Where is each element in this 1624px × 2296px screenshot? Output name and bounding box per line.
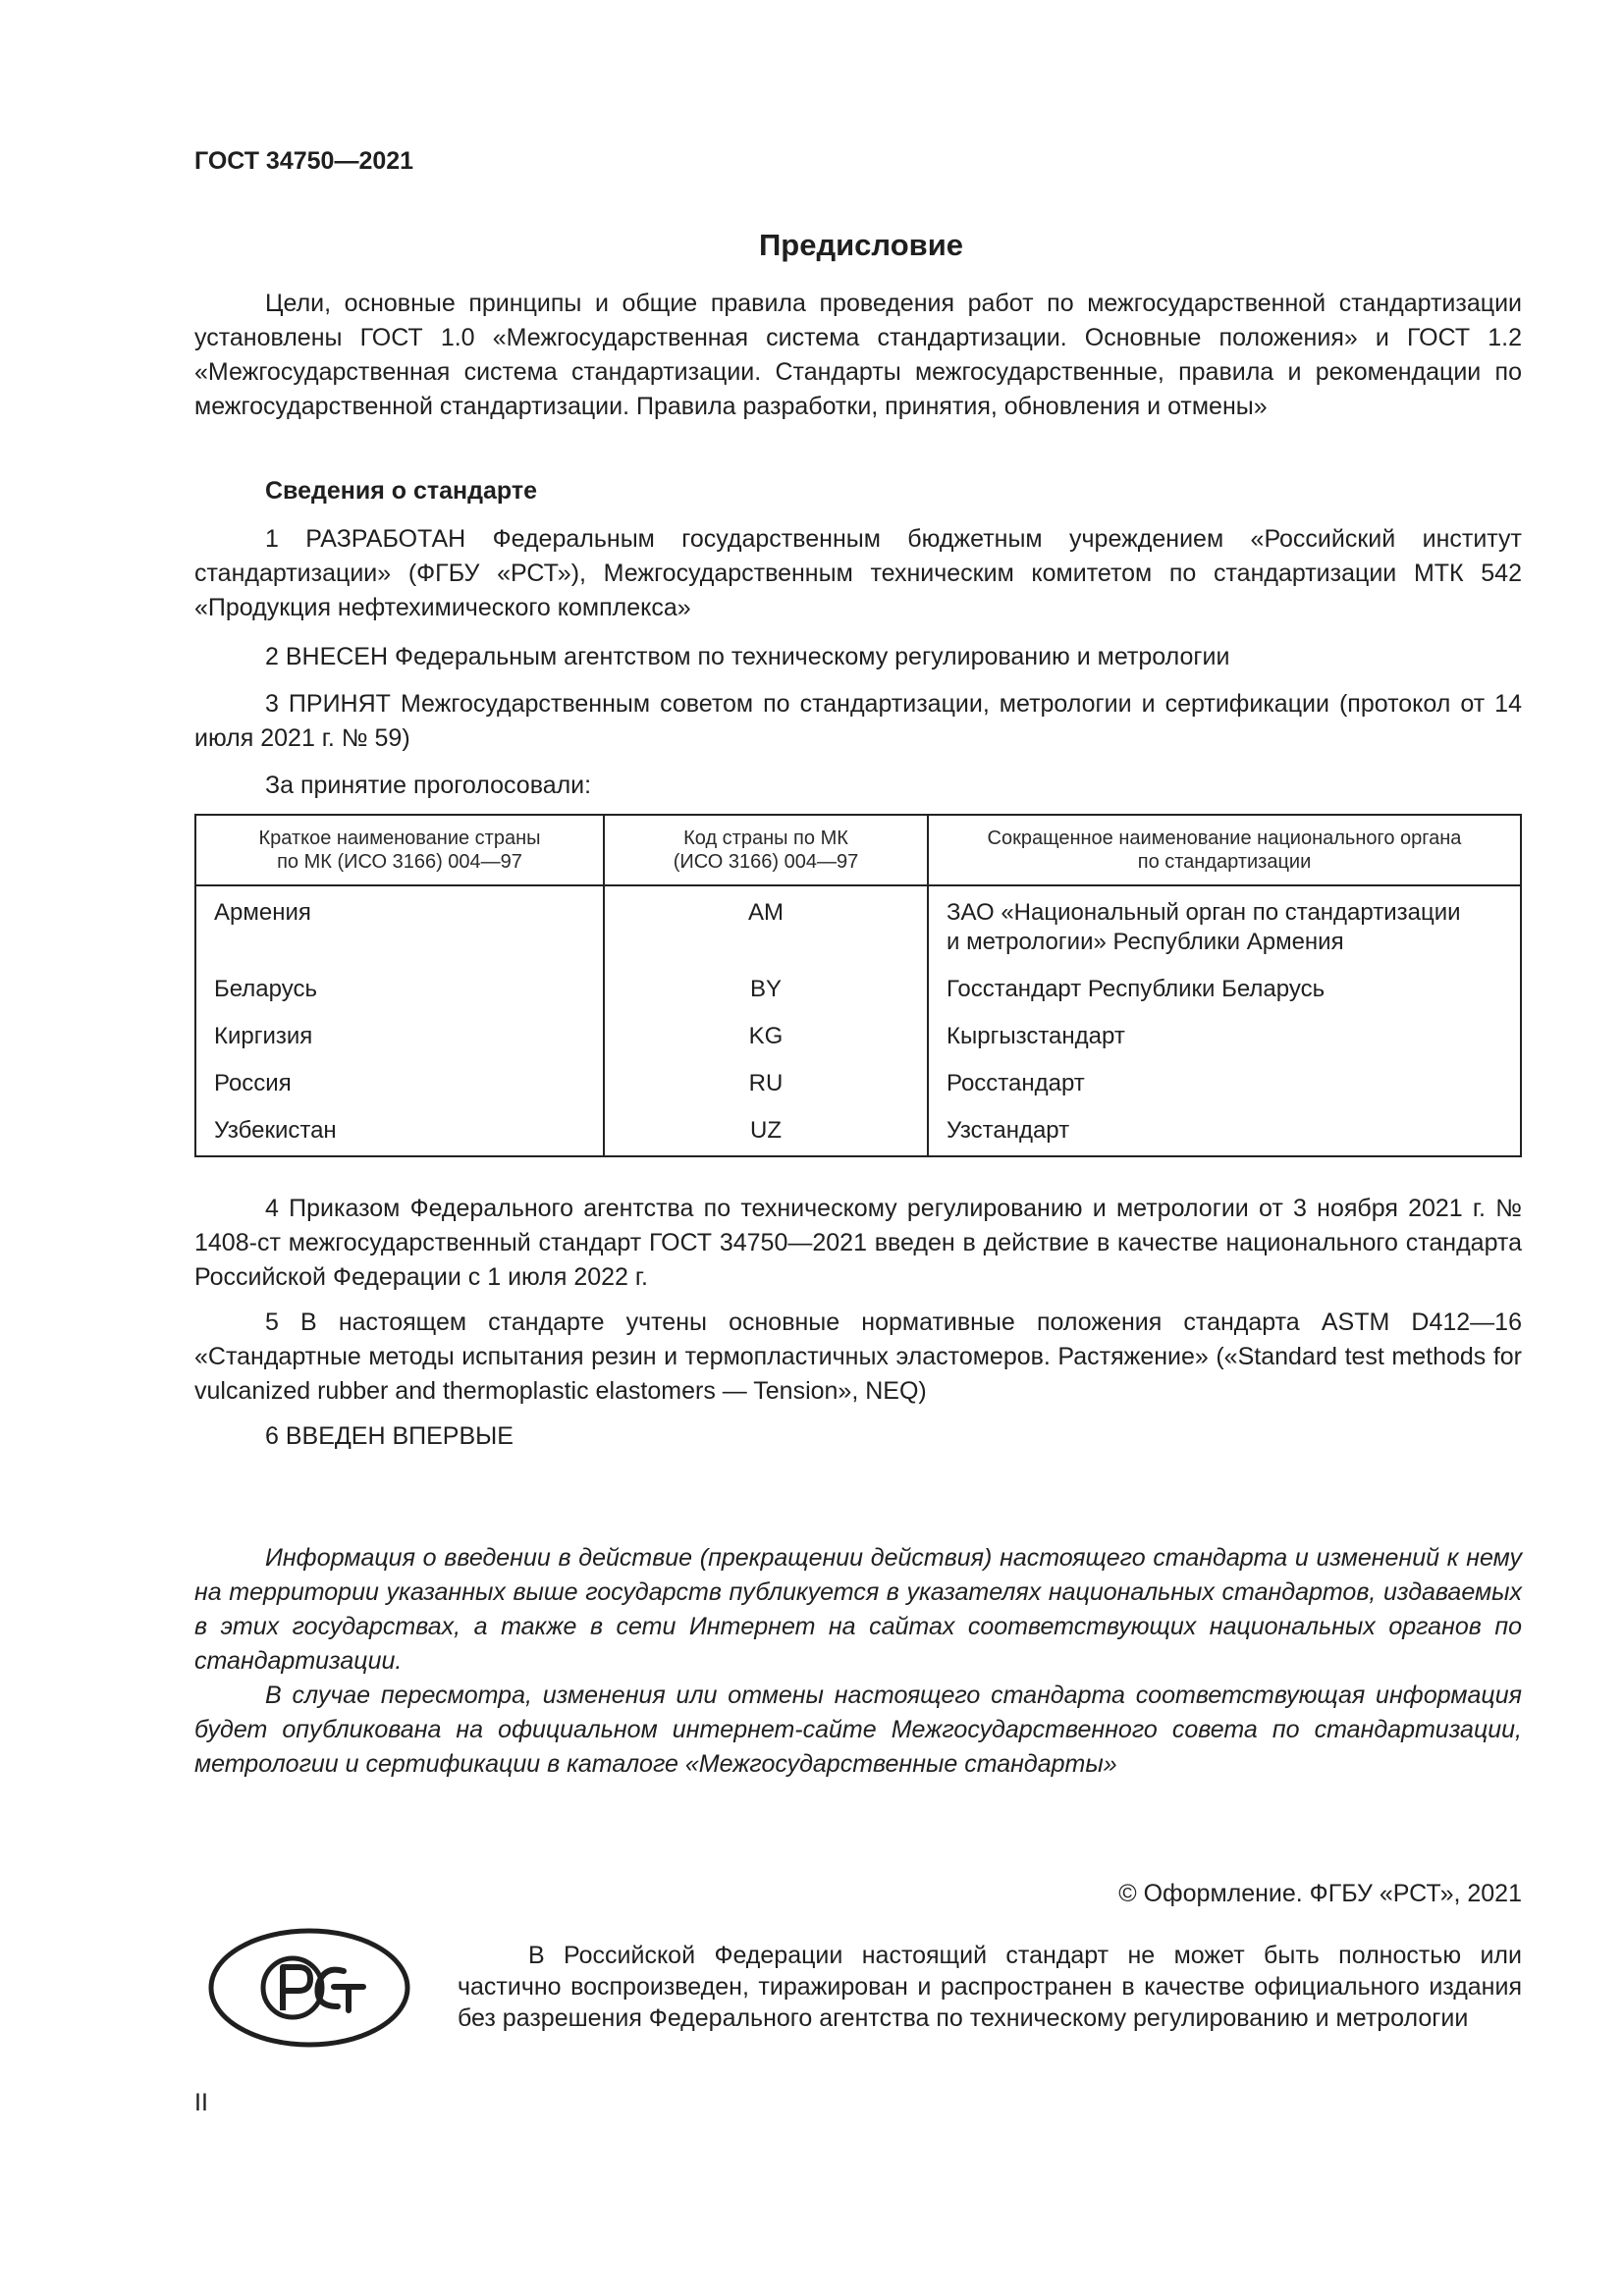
notice-section [194,1541,1522,1782]
header-code-line2: (ИСО 3166) 004—97 [673,851,859,873]
cell-body-line1: ЗАО «Национальный орган по стандартизации [947,899,1461,926]
table-row [195,1057,1521,1104]
rights-text: В Российской Федерации настоящий стандарт не может быть полностью или частично воспроизведен, тиражирован и распространен в качестве официального издания без разрешения Федерального агентства по техническому регулированию и метрологии [458,1942,1522,2032]
item-1-text: 1 РАЗРАБОТАН Федеральным государственным бюджетным учреждением «Российский институт стандартизации» (ФГБУ «РСТ»), Межгосударственным техническим комитетом по стандартизации МТК 542 «Продукция нефтехимического комплекса» [194,525,1522,621]
intro-paragraph: Цели, основные принципы и общие правила проведения работ по межгосударственной стандартизации установлены ГОСТ 1.0 «Межгосударственная система стандартизации. Основные положения» и ГОСТ 1.2 «Межгосударственная система стандартизации. Стандарты межгосударственные, правила и рекомендации по межгосударственной стандартизации. Правила разработки, принятия, обновления и отмены» [194,290,1522,420]
cell-body [928,885,1521,963]
table-header-row [195,815,1521,885]
copyright-notice: © Оформление. ФГБУ «РСТ», 2021 [1118,1880,1522,1907]
page-title: Предисловие [758,228,963,262]
header-code [604,815,928,885]
rst-logo-icon [206,1926,412,2050]
item-3-text: 3 ПРИНЯТ Межгосударственным советом по стандартизации, метрологии и сертификации (протокол от 14 июля 2021 г. № 59) [194,690,1522,752]
cell-country: Киргизия [195,1010,604,1057]
cell-country: Россия [195,1057,604,1104]
header-country-line2: по МК (ИСО 3166) 004—97 [277,851,522,873]
intro-section [194,287,1522,424]
cell-country: Узбекистан [195,1104,604,1156]
cell-code: AM [604,885,928,963]
cell-body: Госстандарт Республики Беларусь [928,963,1521,1010]
header-country [195,815,604,885]
info-heading: Сведения о стандарте [265,477,538,505]
cell-code: KG [604,1010,928,1057]
header-code-line1: Код страны по МК [683,828,848,849]
notice-paragraph-2: В случае пересмотра, изменения или отмены настоящего стандарта соответствующая информация будет опубликована на официальном интернет-сайте Межгосударственного совета по стандартизации, метрологии и сертификации в каталоге «Межгосударственные стандарты» [194,1682,1522,1778]
header-body-line1: Сокращенное наименование национального органа [987,828,1462,849]
cell-code: RU [604,1057,928,1104]
item-1 [194,522,1522,625]
item-5 [194,1306,1522,1409]
table-row [195,885,1521,963]
cell-body-line2: и метрологии» Республики Армения [947,929,1344,955]
voting-table [194,814,1522,1157]
item-3 [194,687,1522,756]
header-body-line2: по стандартизации [1137,851,1312,873]
cell-body: Кыргызстандарт [928,1010,1521,1057]
cell-body: Росстандарт [928,1057,1521,1104]
document-header: ГОСТ 34750—2021 [194,147,414,175]
item-5-text: 5 В настоящем стандарте учтены основные нормативные положения стандарта ASTM D412—16 «Стандартные методы испытания резин и термопластичных эластомеров. Растяжение» («Standard test methods for vulcanized rubber and thermoplastic elastomers — Tension», NEQ) [194,1308,1522,1405]
cell-code: UZ [604,1104,928,1156]
header-body [928,815,1521,885]
item-2-text: 2 ВНЕСЕН Федеральным агентством по техническому регулированию и метрологии [265,643,1230,670]
item-6-text: 6 ВВЕДЕН ВПЕРВЫЕ [265,1422,514,1450]
cell-body: Узстандарт [928,1104,1521,1156]
cell-country: Армения [195,885,604,963]
table-row [195,963,1521,1010]
item-4-text: 4 Приказом Федерального агентства по техническому регулированию и метрологии от 3 ноября 2021 г. № 1408-ст межгосударственный стандарт ГОСТ 34750—2021 введен в действие в качестве национального стандарта Российской Федерации с 1 июля 2022 г. [194,1195,1522,1291]
cell-code: BY [604,963,928,1010]
cell-country: Беларусь [195,963,604,1010]
vote-label: За принятие проголосовали: [265,772,592,799]
item-4 [194,1192,1522,1295]
table-row [195,1010,1521,1057]
item-6 [194,1419,1522,1454]
item-2 [194,640,1522,674]
header-country-line1: Краткое наименование страны [258,828,541,849]
table-row [195,1104,1521,1156]
notice-paragraph-1: Информация о введении в действие (прекращении действия) настоящего стандарта и изменений к нему на территории указанных выше государств публикуется в указателях национальных стандартов, издаваемых в этих государствах, а также в сети Интернет на сайтах соответствующих национальных органов по стандартизации. [194,1544,1522,1675]
rights-notice [458,1940,1522,2034]
page-number: II [194,2089,208,2116]
